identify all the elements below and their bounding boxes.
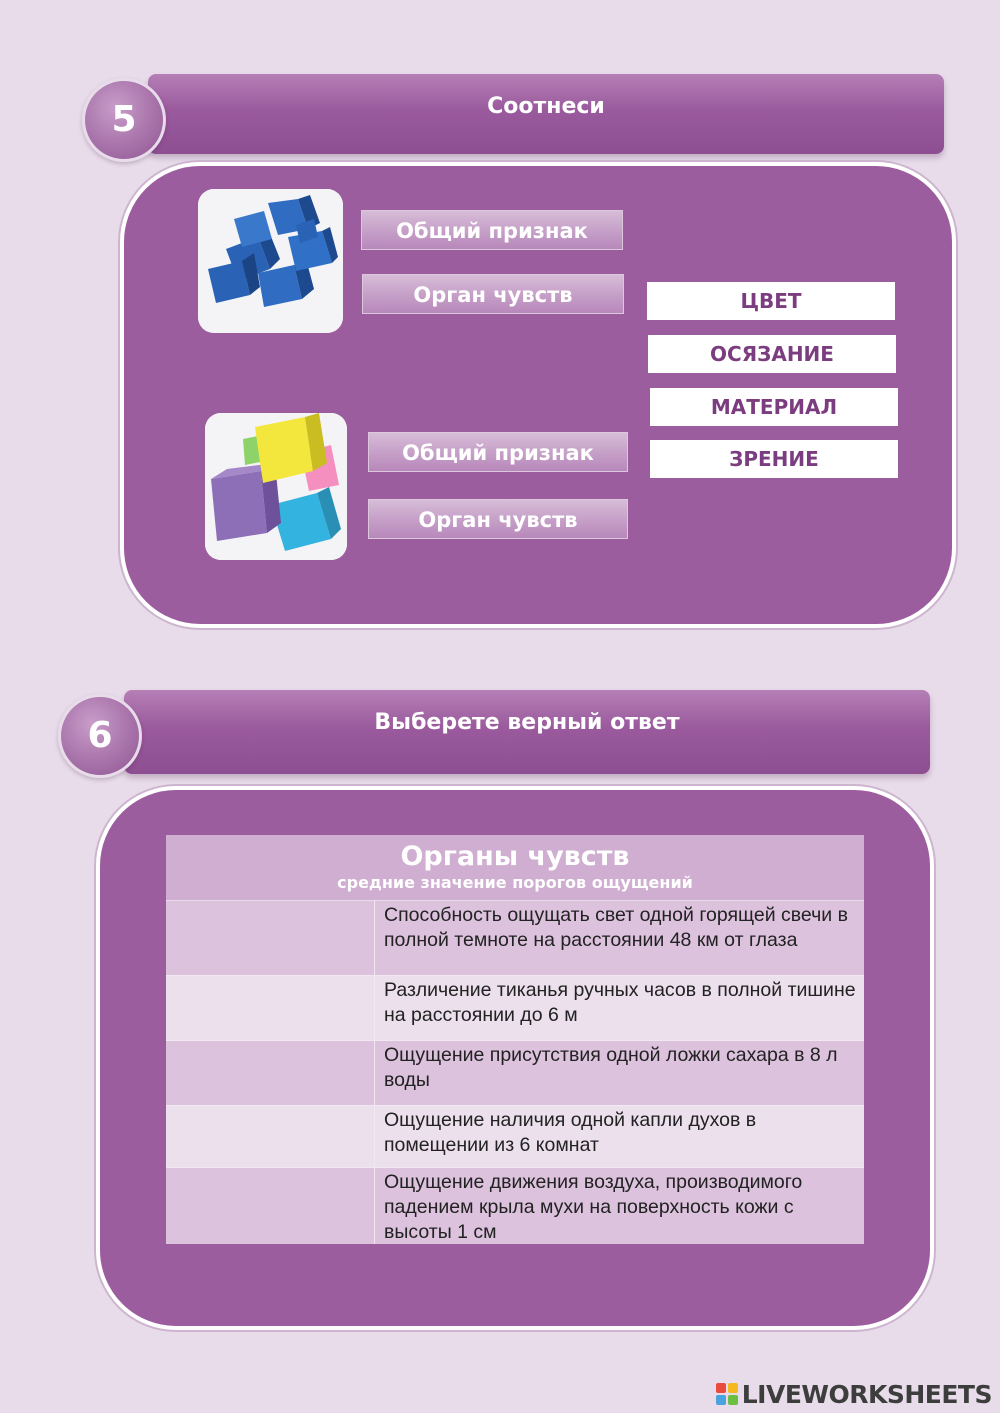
description-cell: Ощущение движения воздуха, производимого падением крыла мухи на поверхность кожи с высоты 1 см [384,1171,803,1243]
table-row [166,1041,864,1106]
section5-header [148,74,944,154]
logo-text: LIVEWORKSHEETS [741,1379,992,1409]
section6-number: 6 [58,694,142,778]
logo-tiles-icon [716,1383,738,1405]
answer-cell[interactable] [166,1041,375,1105]
section6-title: Выберете верный ответ [374,710,680,735]
description-cell: Ощущение наличия одной капли духов в помещении из 6 комнат [384,1109,757,1156]
item1-sense-organ-label[interactable]: Орган чувств [362,274,624,314]
table-subtitle: средние значение порогов ощущений [337,873,693,892]
item2-sense-organ-label[interactable]: Орган чувств [368,499,628,539]
section6-header [124,690,930,774]
answer-cell[interactable] [166,901,375,975]
option-touch[interactable]: ОСЯЗАНИЕ [648,335,896,373]
section5-title: Соотнеси [487,94,605,119]
table-row [166,1168,864,1244]
answer-cell[interactable] [166,976,375,1040]
table-row [166,1106,864,1168]
section5-number: 5 [82,78,166,162]
table-row [166,976,864,1041]
item1-common-feature-label[interactable]: Общий признак [361,210,623,250]
sense-organs-table [166,835,864,1244]
option-sight[interactable]: ЗРЕНИЕ [650,440,898,478]
blue-cubes-image [198,189,343,333]
table-row [166,901,864,976]
item2-common-feature-label[interactable]: Общий признак [368,432,628,472]
colorful-cubes-image [205,413,347,560]
description-cell: Способность ощущать свет одной горящей свечи в полной темноте на расстоянии 48 км от глаза [384,904,848,951]
option-material[interactable]: МАТЕРИАЛ [650,388,898,426]
option-color[interactable]: ЦВЕТ [647,282,895,320]
table-header [166,835,864,901]
description-cell: Ощущение присутствия одной ложки сахара в 8 л воды [384,1044,838,1091]
table-title: Органы чувств [400,841,630,872]
description-cell: Различение тиканья ручных часов в полной тишине на расстоянии до 6 м [384,979,856,1026]
answer-cell[interactable] [166,1106,375,1167]
answer-cell[interactable] [166,1168,375,1244]
liveworksheets-logo [716,1379,992,1409]
